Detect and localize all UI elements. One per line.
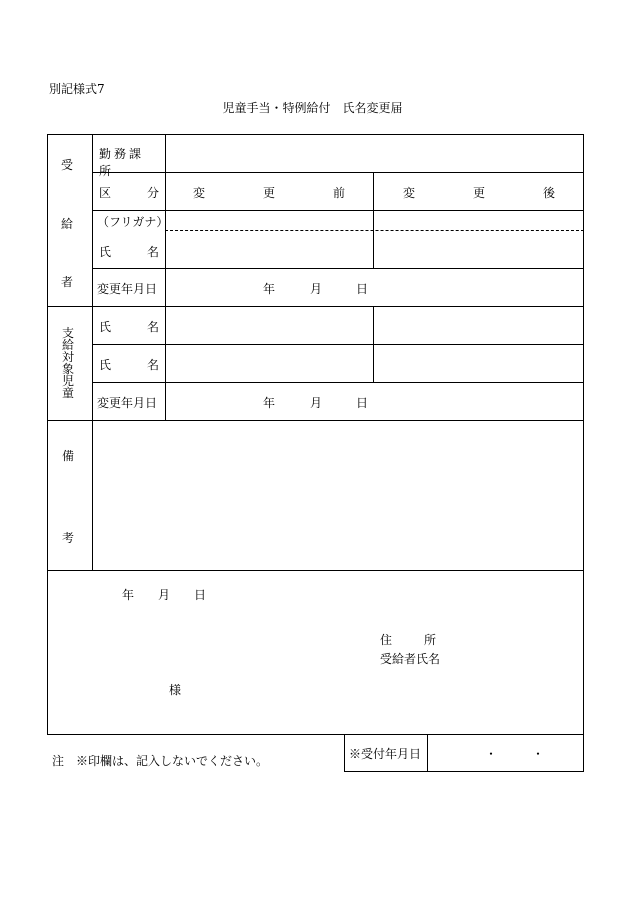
child-name1-label xyxy=(99,318,195,335)
before-header xyxy=(193,184,403,201)
child-change-date-label: 変更年月日 xyxy=(97,396,158,410)
date-unit: 月 xyxy=(310,396,323,410)
address-label xyxy=(380,631,468,648)
date-unit: 年 xyxy=(122,588,135,602)
remarks-label-top: 備 xyxy=(62,449,75,463)
recipient-group-char: 受 xyxy=(61,158,74,172)
child-group-label xyxy=(62,327,74,399)
child-group-char: 童 xyxy=(62,386,75,400)
receipt-date-label: ※受付年月日 xyxy=(349,747,422,761)
remarks-field[interactable] xyxy=(93,421,583,569)
date-unit: 年 xyxy=(263,282,276,296)
grid-line xyxy=(165,134,166,420)
receipt-dot: ・ xyxy=(532,747,545,761)
grid-line xyxy=(47,134,48,734)
after-header xyxy=(403,184,613,201)
before-header-text: 変更前 xyxy=(193,186,404,200)
child-name1-label-text: 氏名 xyxy=(99,320,196,334)
child-name2-label-text: 氏名 xyxy=(99,358,196,372)
addressee-suffix: 様 xyxy=(169,683,182,697)
category-label xyxy=(99,184,196,201)
receipt-dot: ・ xyxy=(485,747,498,761)
grid-line xyxy=(47,734,584,735)
date-unit: 日 xyxy=(194,588,207,602)
furigana-divider xyxy=(165,230,584,231)
child-group-char: 象 xyxy=(62,362,75,376)
remarks-label-bottom: 考 xyxy=(62,531,75,545)
recipient-change-date-label: 変更年月日 xyxy=(97,282,158,296)
after-header-text: 変更後 xyxy=(403,186,614,200)
date-unit: 年 xyxy=(263,396,276,410)
date-unit: 月 xyxy=(158,588,171,602)
grid-line xyxy=(47,134,584,135)
child-group-char: 支 xyxy=(62,326,75,340)
recipient-group-char: 給 xyxy=(61,217,74,231)
grid-line xyxy=(344,734,345,771)
grid-line xyxy=(373,306,374,382)
recipient-name-sign-label: 受給者氏名 xyxy=(380,652,441,666)
footer-note: 注 ※印欄は、記入しないでください。 xyxy=(52,754,269,768)
grid-line xyxy=(427,734,428,771)
office-label xyxy=(99,145,157,179)
date-unit: 日 xyxy=(356,396,369,410)
form-id: 別記様式7 xyxy=(49,82,105,96)
address-label-text: 住所 xyxy=(380,633,469,647)
date-unit: 月 xyxy=(310,282,323,296)
form-title: 児童手当・特例給付 氏名変更届 xyxy=(222,101,403,115)
grid-line xyxy=(583,134,584,771)
grid-line xyxy=(47,570,584,571)
recipient-name-label-text: 氏名 xyxy=(99,245,196,259)
child-group-char: 対 xyxy=(62,350,75,364)
office-label-text: 勤務課所 xyxy=(99,147,145,178)
child-group-char: 児 xyxy=(62,374,75,388)
grid-line xyxy=(47,306,584,307)
category-label-text: 区分 xyxy=(99,186,196,200)
child-name2-label xyxy=(99,356,195,373)
grid-line xyxy=(344,771,584,772)
child-group-char: 給 xyxy=(62,338,75,352)
date-unit: 日 xyxy=(356,282,369,296)
recipient-name-label xyxy=(99,243,195,260)
furigana-label: （フリガナ） xyxy=(97,215,169,229)
recipient-group-char: 者 xyxy=(61,275,74,289)
